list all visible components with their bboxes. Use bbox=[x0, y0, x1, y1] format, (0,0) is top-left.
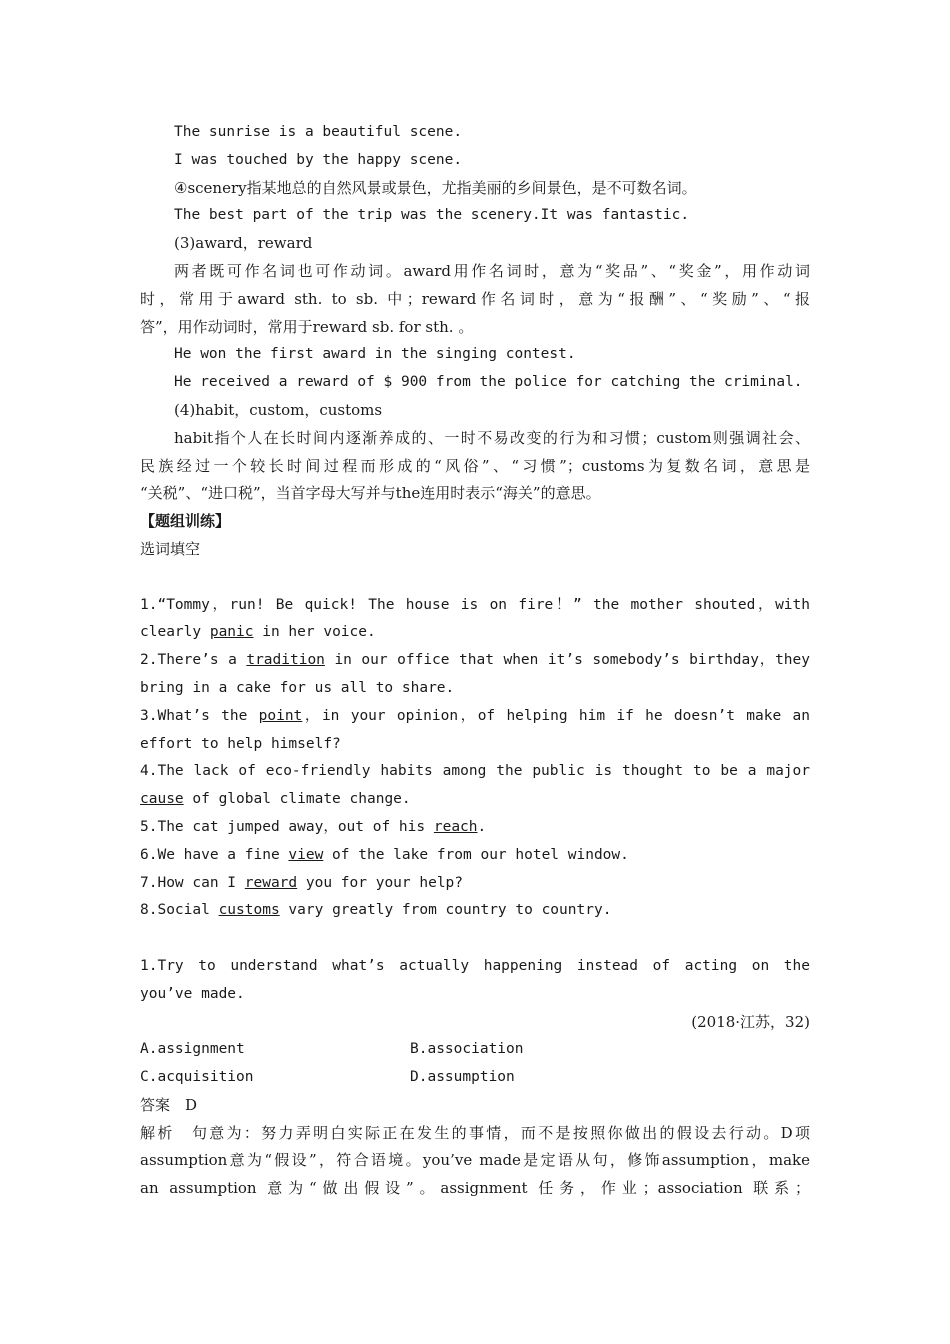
analysis-line: an assumption 意为“做出假设”。assignment 任务，作业；association 联系； bbox=[140, 1179, 810, 1198]
spacer bbox=[140, 564, 810, 592]
answer-blank: customs bbox=[218, 902, 280, 919]
options-row bbox=[140, 1064, 810, 1092]
exercise-line bbox=[140, 647, 810, 675]
exercise-text: of the lake from our hotel window. bbox=[323, 846, 629, 863]
example-sentence: I was touched by the happy scene. bbox=[174, 151, 463, 168]
exercise-text: clearly bbox=[140, 624, 210, 641]
exercise-line: bring in a cake for us all to share. bbox=[140, 679, 455, 696]
option-d: D.assumption bbox=[410, 1069, 515, 1086]
explanation-text: habit指个人在长时间内逐渐养成的、一时不易改变的行为和习惯；custom则强调社会、 bbox=[174, 428, 810, 447]
section-heading: 【题组训练】 bbox=[140, 512, 231, 531]
exercise-text: 5.The cat jumped away，out of his bbox=[140, 818, 434, 835]
exercise-line: 4.The lack of eco-friendly habits among the public is thought to be a major bbox=[140, 763, 810, 780]
exercise-text: 3.What’s the bbox=[140, 707, 259, 724]
exercise-text: 6.We have a fine bbox=[140, 846, 289, 863]
exercise-line bbox=[140, 842, 810, 870]
exercise-text: ，in your opinion，of helping him if he doesn’t make an bbox=[302, 707, 810, 724]
exercise-text: you for your help? bbox=[297, 874, 464, 891]
exercise-line: effort to help himself? bbox=[140, 735, 341, 752]
analysis-line: assumption意为“假设”，符合语境。you’ve made是定语从句，修饰assumption，make bbox=[140, 1151, 810, 1170]
exercise-line bbox=[140, 870, 810, 898]
question-stem: you’ve made. bbox=[140, 985, 245, 1002]
answer-blank: tradition bbox=[246, 652, 325, 669]
answer-blank: view bbox=[288, 846, 324, 863]
exercise-text: . bbox=[477, 818, 487, 835]
exercise-line bbox=[140, 897, 810, 925]
answer-blank: point bbox=[258, 707, 303, 724]
spacer bbox=[140, 925, 810, 953]
definition-text: ④scenery指某地总的自然风景或景色，尤指美丽的乡间景色，是不可数名词。 bbox=[174, 178, 697, 197]
example-sentence: He won the first award in the singing contest. bbox=[174, 346, 576, 363]
example-sentence: The best part of the trip was the scenery.It was fantastic. bbox=[174, 207, 690, 224]
exercise-line bbox=[140, 703, 810, 731]
section-subheading: 选词填空 bbox=[140, 539, 201, 558]
exercise-line bbox=[140, 814, 810, 842]
exercise-text: of global climate change. bbox=[183, 791, 411, 808]
explanation-text: 民族经过一个较长时间过程而形成的“风俗”、“习惯”；customs为复数名词，意思是 bbox=[140, 456, 810, 475]
exercise-line bbox=[140, 619, 810, 647]
exercise-text: 7.How can I bbox=[140, 874, 245, 891]
exercise-line: 1.“Tommy，run! Be quick! The house is on fire！” the mother shouted，with bbox=[140, 596, 810, 613]
exercise-text: vary greatly from country to country. bbox=[279, 902, 612, 919]
document-page bbox=[140, 119, 810, 1203]
options-row bbox=[140, 1036, 810, 1064]
option-a: A.assignment bbox=[140, 1041, 245, 1058]
subsection-title: (3)award，reward bbox=[174, 234, 313, 253]
exercise-text: in our office that when it’s somebody’s birthday，they bbox=[324, 652, 810, 669]
answer-blank: reach bbox=[433, 818, 478, 835]
option-c: C.acquisition bbox=[140, 1069, 254, 1086]
answer-blank: cause bbox=[140, 791, 184, 808]
exercise-line bbox=[140, 786, 810, 814]
question-stem: 1.Try to understand what’s actually happening instead of acting on the bbox=[140, 957, 810, 974]
exercise-text: in her voice. bbox=[253, 624, 376, 641]
exercise-text: 2.There’s a bbox=[140, 652, 247, 669]
explanation-text: 时，常用于award sth. to sb. 中；reward作名词时，意为“报酬”、“奖励”、“报 bbox=[140, 289, 810, 308]
explanation-text: 答”，用作动词时，常用于reward sb. for sth. 。 bbox=[140, 317, 474, 336]
exercise-text: 8.Social bbox=[140, 902, 219, 919]
example-sentence: He received a reward of $ 900 from the police for catching the criminal. bbox=[174, 374, 803, 391]
answer-blank: panic bbox=[209, 624, 254, 641]
answer-line: 答案 D bbox=[140, 1095, 198, 1114]
option-b: B.association bbox=[410, 1041, 524, 1058]
example-sentence: The sunrise is a beautiful scene. bbox=[174, 124, 463, 140]
explanation-text: “关税”、“进口税”，当首字母大写并与the连用时表示“海关”的意思。 bbox=[140, 484, 601, 503]
explanation-text: 两者既可作名词也可作动词。award用作名词时，意为“奖品”、“奖金”，用作动词 bbox=[174, 261, 810, 280]
analysis-line: 解析 句意为：努力弄明白实际正在发生的事情，而不是按照你做出的假设去行动。D项 bbox=[140, 1123, 810, 1142]
question-source: (2018·江苏，32) bbox=[691, 1012, 810, 1031]
answer-blank: reward bbox=[244, 874, 298, 891]
subsection-title: (4)habit，custom，customs bbox=[174, 400, 383, 419]
